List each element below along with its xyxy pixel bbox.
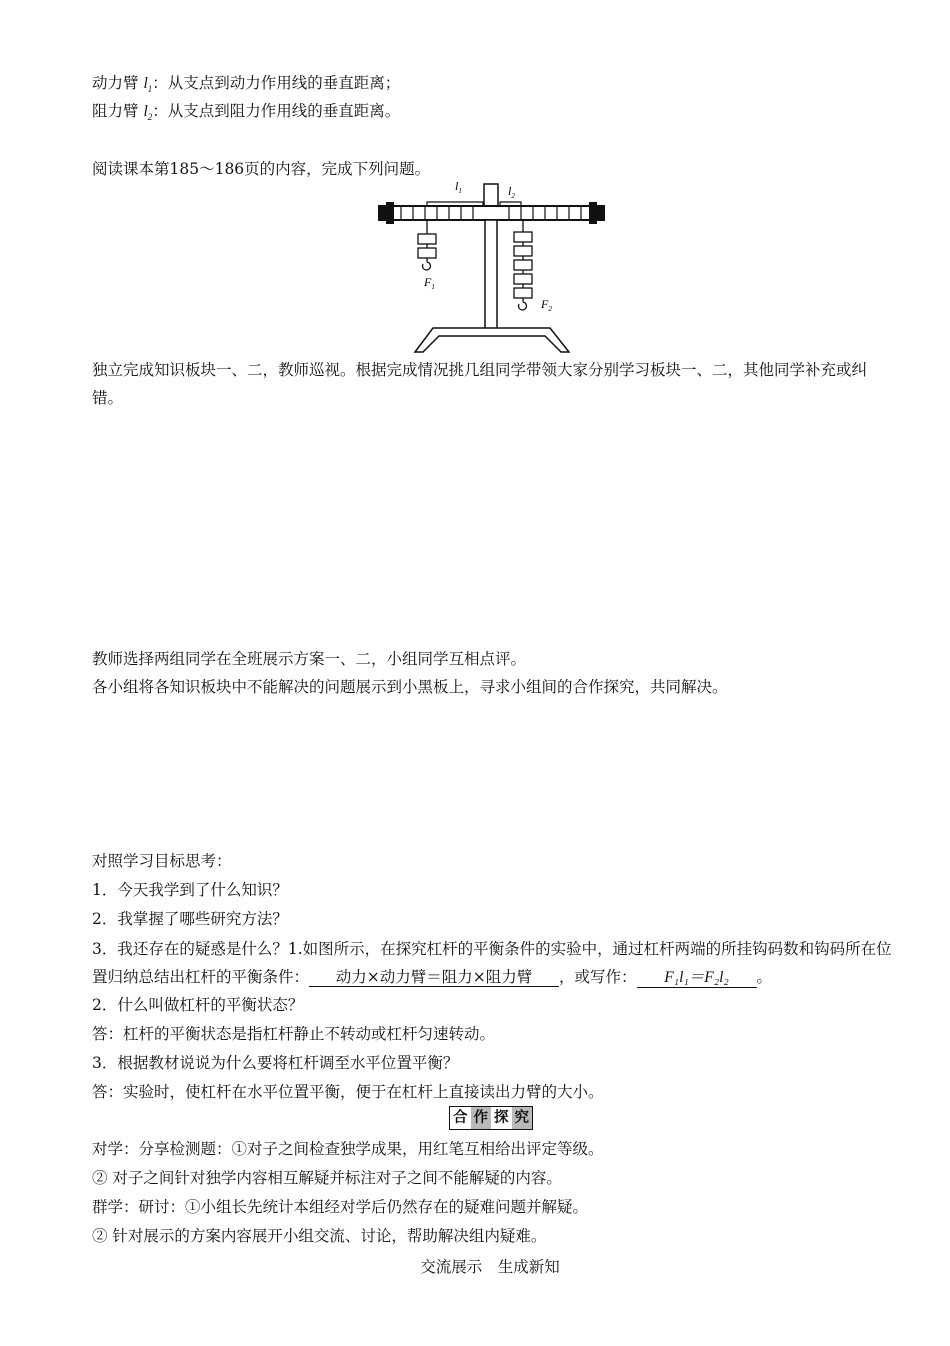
reflect-q1: 1．今天我学到了什么知识？ <box>92 881 288 899</box>
left-nut-2 <box>386 202 394 224</box>
l2-label: $l_2$ <box>508 184 515 200</box>
lever-figure <box>375 178 610 356</box>
right-nut <box>589 202 597 224</box>
reflect-q3-paragraph: 3．我还存在的疑惑是什么？1.如图所示，在探究杠杆的平衡条件的实验中，通过杠杆两端的所挂钩码数和钩码所在位置归纳总结出杠杆的平衡条件： 动力×动力臂＝阻力×阻力臂 ，或写作： F₁l₁＝F₂l₂ 。 <box>92 940 892 986</box>
reflect-q2: 2．我掌握了哪些研究方法？ <box>92 910 288 928</box>
cooperative-inquiry-badge <box>449 1106 533 1130</box>
stand-pole <box>485 220 497 330</box>
section-title: 交流展示 生成新知 <box>420 1258 560 1276</box>
qa-a3: 答：实验时，使杠杆在水平位置平衡，便于在杠杆上直接读出力臂的大小。 <box>92 1083 604 1101</box>
group-study-2: ② 针对展示的方案内容展开小组交流、讨论，帮助解决组内疑难。 <box>92 1227 547 1245</box>
reading-instruction: 阅读课本第185～186页的内容，完成下列问题。 <box>92 160 431 178</box>
right-nut-2 <box>597 205 605 221</box>
stand-base <box>415 328 569 352</box>
l1-label: $l_1$ <box>455 179 462 195</box>
teacher-select-line: 教师选择两组同学在全班展示方案一、二，小组同学互相点评。 <box>92 650 527 668</box>
effort-arm-definition: 动力臂 $l_1$：从支点到动力作用线的垂直距离； <box>92 74 401 95</box>
reflect-heading: 对照学习目标思考： <box>92 852 232 870</box>
badge-char-1: 合 <box>453 1110 468 1126</box>
effort-arm-symbol: $l_1$ <box>143 75 153 95</box>
group-blackboard-line: 各小组将各知识板块中不能解决的问题展示到小黑板上，寻求小组间的合作探究，共同解决。 <box>92 678 728 696</box>
answer-blank-2: F₁l₁＝F₂l₂ <box>637 969 757 988</box>
pair-study-1: 对学：分享检测题：①对子之间检查独学成果，用红笔互相给出评定等级。 <box>92 1140 604 1158</box>
badge-char-2: 作 <box>471 1107 492 1129</box>
left-nut <box>378 205 386 221</box>
badge-char-4: 究 <box>512 1107 533 1129</box>
left-weights <box>418 220 436 270</box>
badge-char-3: 探 <box>494 1110 509 1126</box>
independent-work-paragraph: 独立完成知识板块一、二，教师巡视。根据完成情况挑几组同学带领大家分别学习板块一、二，其他同学补充或纠错。 <box>92 361 868 407</box>
resistance-arm-definition: 阻力臂 $l_2$：从支点到阻力作用线的垂直距离。 <box>92 102 401 123</box>
pair-study-2: ② 对子之间针对独学内容相互解疑并标注对子之间不能解疑的内容。 <box>92 1169 562 1187</box>
f2-label: $F_2$ <box>541 297 552 313</box>
group-study-1: 群学：研讨：①小组长先统计本组经对学后仍然存在的疑难问题并解疑。 <box>92 1198 589 1216</box>
lever-bar <box>388 206 596 220</box>
qa-a2: 答：杠杆的平衡状态是指杠杆静止不转动或杠杆匀速转动。 <box>92 1025 496 1043</box>
answer-blank-1: 动力×动力臂＝阻力×阻力臂 <box>309 968 559 987</box>
f1-label: $F_1$ <box>424 275 435 291</box>
resistance-arm-symbol: $l_2$ <box>143 103 153 123</box>
qa-q3: 3．根据教材说说为什么要将杠杆调至水平位置平衡？ <box>92 1054 459 1072</box>
qa-q2: 2．什么叫做杠杆的平衡状态？ <box>92 996 304 1014</box>
right-weights <box>514 220 532 310</box>
